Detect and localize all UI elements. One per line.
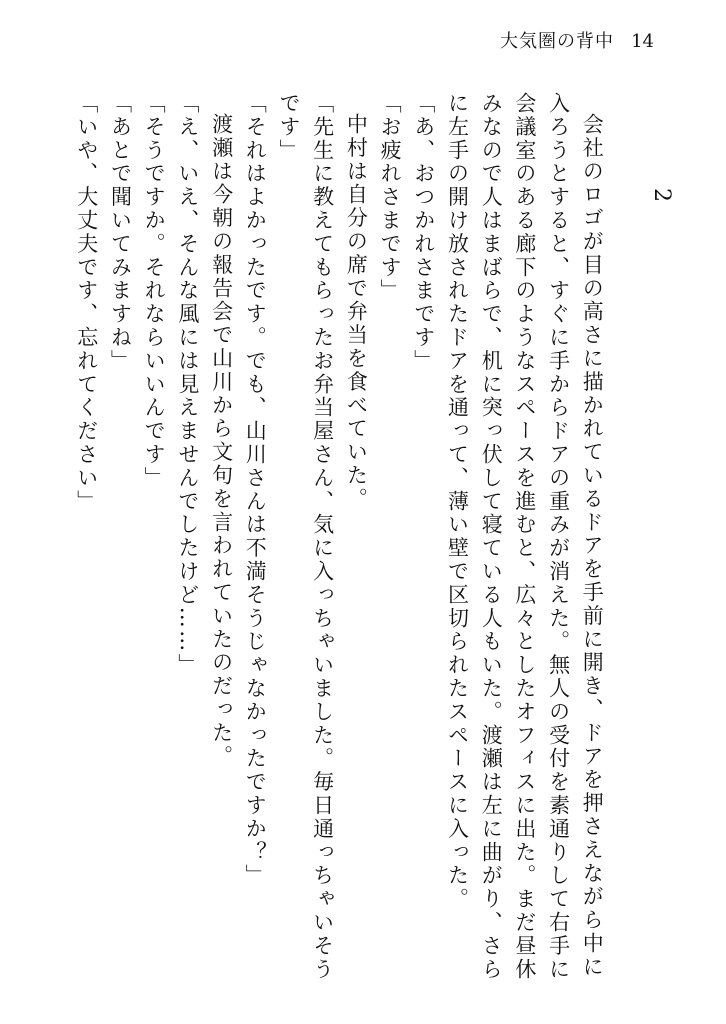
- dialogue-line: 「いや、大丈夫です、忘れてください」: [74, 92, 99, 514]
- running-header: [0, 28, 726, 56]
- narrative-paragraph: 渡瀬は今朝の報告会で山川から文句を言われていたのだった。: [209, 113, 234, 769]
- vertical-body-text: [69, 92, 678, 992]
- book-title: 大気圏の背中: [500, 31, 614, 52]
- dialogue-line: 「それはよかったです。でも、山川さんは不満そうじゃなかったですか？」: [243, 92, 268, 888]
- dialogue-line: 「そうですか。それならいいんです」: [142, 92, 167, 490]
- page-number: 14: [631, 31, 654, 52]
- dialogue-line: 「え、いえ、そんな風には見えませんでしたけど……」: [175, 92, 200, 677]
- dialogue-line: 「あ、おつかれさまです」: [411, 92, 436, 373]
- dialogue-line: 「先生に教えてもらったお弁当屋さん、気に入っちゃいました。毎日通っちゃいそうです」: [276, 92, 335, 982]
- chapter-number: 2: [649, 188, 674, 205]
- dialogue-line: 「あとで聞いてみますね」: [108, 92, 133, 373]
- narrative-paragraph: 会社のロゴが目の高さに描かれているドアを手前に開き、ドアを押さえながら中に入ろうとすると、すぐに手からドアの重みが消えた。無人の受付を素通りして右手に会議室のある廊下のようなスペースを進むと、広々としたオフィスに出た。まだ昼休みなので人はまばらで、机に突っ伏して寝ている人もいた。渡瀬は左に曲がり、さらに左手の開け放されたドアを通って、薄い壁で区切られたスペースに入った。: [445, 92, 605, 982]
- dialogue-line: 「お疲れさまです」: [378, 92, 403, 303]
- narrative-paragraph: 中村は自分の席で弁当を食べていた。: [344, 113, 369, 511]
